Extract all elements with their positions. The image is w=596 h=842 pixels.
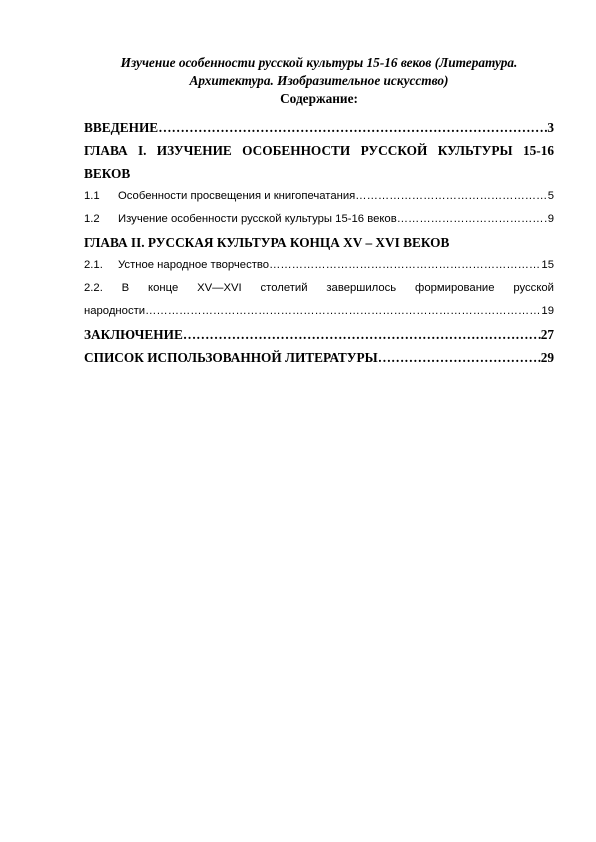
toc-entry-2-1 [84,254,554,277]
toc-entry-chapter2 [84,231,554,254]
toc-entry-text-continued: народности [84,305,146,317]
toc-page-number: 29 [540,350,554,365]
toc-leader-dots [397,208,548,231]
toc-leader-dots [183,323,541,346]
toc-entry-text: Устное народное творчество [118,259,270,271]
toc-entry-2-2 [84,277,554,323]
toc-entry-intro [84,116,554,139]
toc-entry-text: ЗАКЛЮЧЕНИЕ [84,327,183,342]
document-page [84,54,554,369]
toc-entry-number: 1.1 [84,190,100,202]
document-title: Изучение особенности русской культуры 15-16 веков (Литература. Архитектура. Изобразительное искусство) [120,55,518,88]
toc-entry-text: 2.2. В конце XV—XVI столетий завершилось формирование русской [84,282,554,294]
toc-page-number: 27 [540,327,554,342]
toc-leader-dots [269,254,541,277]
toc-entry-1-1 [84,185,554,208]
toc-page-number: 15 [541,259,554,271]
toc-entry-1-2 [84,208,554,231]
toc-entry-conclusion [84,323,554,346]
toc-entry-text: Особенности просвещения и книгопечатания [118,190,356,202]
contents-heading: Содержание: [280,91,358,106]
toc-leader-dots [145,300,541,323]
toc-entry-2-2-continued [84,300,554,323]
toc-entry-chapter1 [84,139,554,185]
toc-entry-bibliography [84,346,554,369]
toc-entry-text: СПИСОК ИСПОЛЬЗОВАННОЙ ЛИТЕРАТУРЫ [84,350,378,365]
toc-leader-dots [378,346,541,369]
toc-page-number: 9 [547,213,554,225]
toc-entry-text-continued: ВЕКОВ [84,166,131,181]
toc-entry-number: 1.2 [84,213,100,225]
toc-page-number: 19 [541,305,554,317]
toc-page-number: 5 [547,190,554,202]
toc-entry-text: Изучение особенности русской культуры 15-16 веков [118,213,397,225]
toc-entry-number: 2.1. [84,259,103,271]
toc-entry-text: ГЛАВА I. ИЗУЧЕНИЕ ОСОБЕННОСТИ РУССКОЙ КУЛЬТУРЫ 15-16 [84,143,554,158]
toc-page-number: 3 [547,120,554,135]
toc-entry-text: ГЛАВА II. РУССКАЯ КУЛЬТУРА КОНЦА XV – XVI ВЕКОВ [84,235,450,250]
toc-entry-text: ВВЕДЕНИЕ [84,120,159,135]
toc-leader-dots [158,116,547,139]
toc-leader-dots [355,185,547,208]
